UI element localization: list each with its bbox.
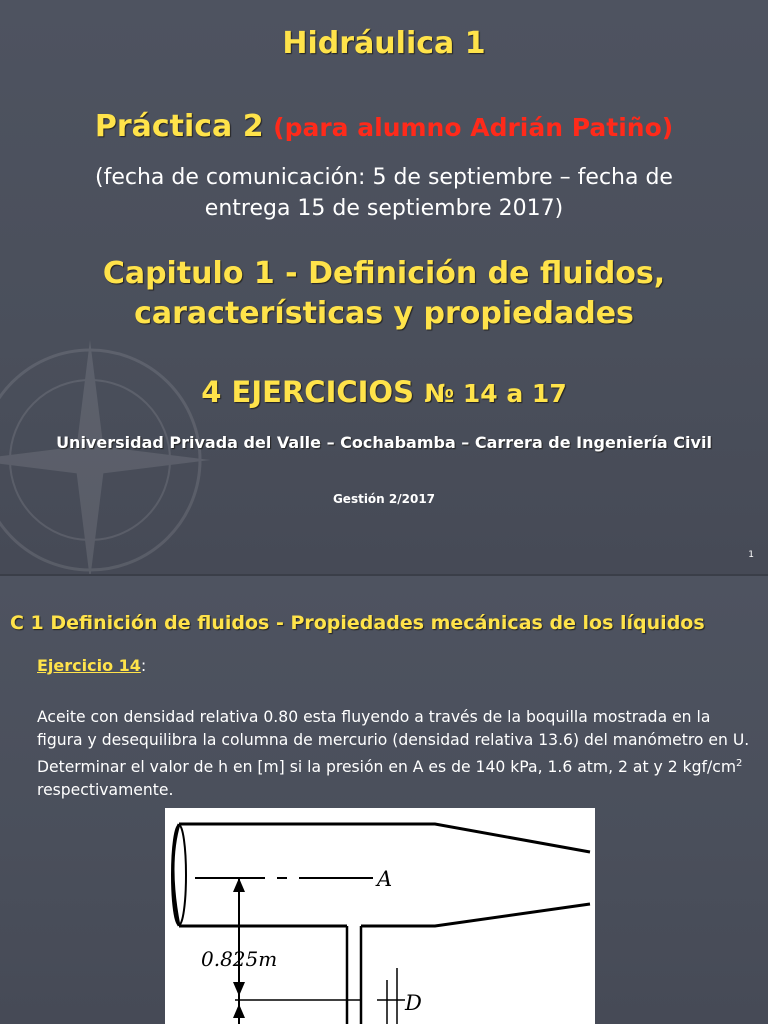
date-info <box>0 162 768 224</box>
exercise-statement <box>37 706 752 802</box>
nozzle-figure <box>165 808 595 1024</box>
student-name: (para alumno Adrián Patiño) <box>273 113 674 142</box>
practice-heading <box>0 109 768 144</box>
point-a-label: A <box>377 867 393 891</box>
chapter-line-2: características y propiedades <box>134 296 634 331</box>
exercise-label: Ejercicio 14 <box>37 656 141 675</box>
chapter-line-1: Capitulo 1 - Definición de fluidos, <box>102 256 666 291</box>
date-line-1: (fecha de comunicación: 5 de septiembre – fecha de <box>95 165 673 190</box>
university-line: Universidad Privada del Valle – Cochabamba – Carrera de Ingeniería Civil <box>56 433 712 452</box>
exercises-count: 4 EJERCICIOS <box>201 375 414 409</box>
semester-label: Gestión 2/2017 <box>332 492 436 506</box>
slide-2-title: C 1 Definición de fluidos - Propiedades mecánicas de los líquidos <box>10 612 705 634</box>
statement-superscript: 2 <box>736 758 743 769</box>
diameter-label: D <box>405 991 422 1015</box>
exercises-heading <box>0 375 768 409</box>
statement-main: Aceite con densidad relativa 0.80 esta fluyendo a través de la boquilla mostrada en la figura y desequilibra la columna de mercurio (densidad relativa 13.6) del manómetro en U. Determinar el valor de h en [m] si la presión en A es de 140 kPa, 1.6 atm, 2 at y 2 kgf/cm <box>37 708 750 777</box>
date-line-2: entrega 15 de septiembre 2017) <box>204 196 564 221</box>
practice-title: Práctica 2 <box>94 109 264 144</box>
exercises-range: № 14 a 17 <box>424 379 567 408</box>
statement-end: respectivamente. <box>37 781 174 800</box>
nozzle-diagram <box>165 808 595 1024</box>
exercise-colon: : <box>140 656 147 675</box>
exercise-heading <box>37 656 146 675</box>
compass-watermark-icon <box>0 330 220 574</box>
slide-2 <box>0 576 768 1024</box>
page-number: 1 <box>748 550 754 560</box>
chapter-title <box>0 254 768 334</box>
course-title: Hidráulica 1 <box>282 26 486 61</box>
height-dimension-label: 0.825m <box>201 947 278 971</box>
